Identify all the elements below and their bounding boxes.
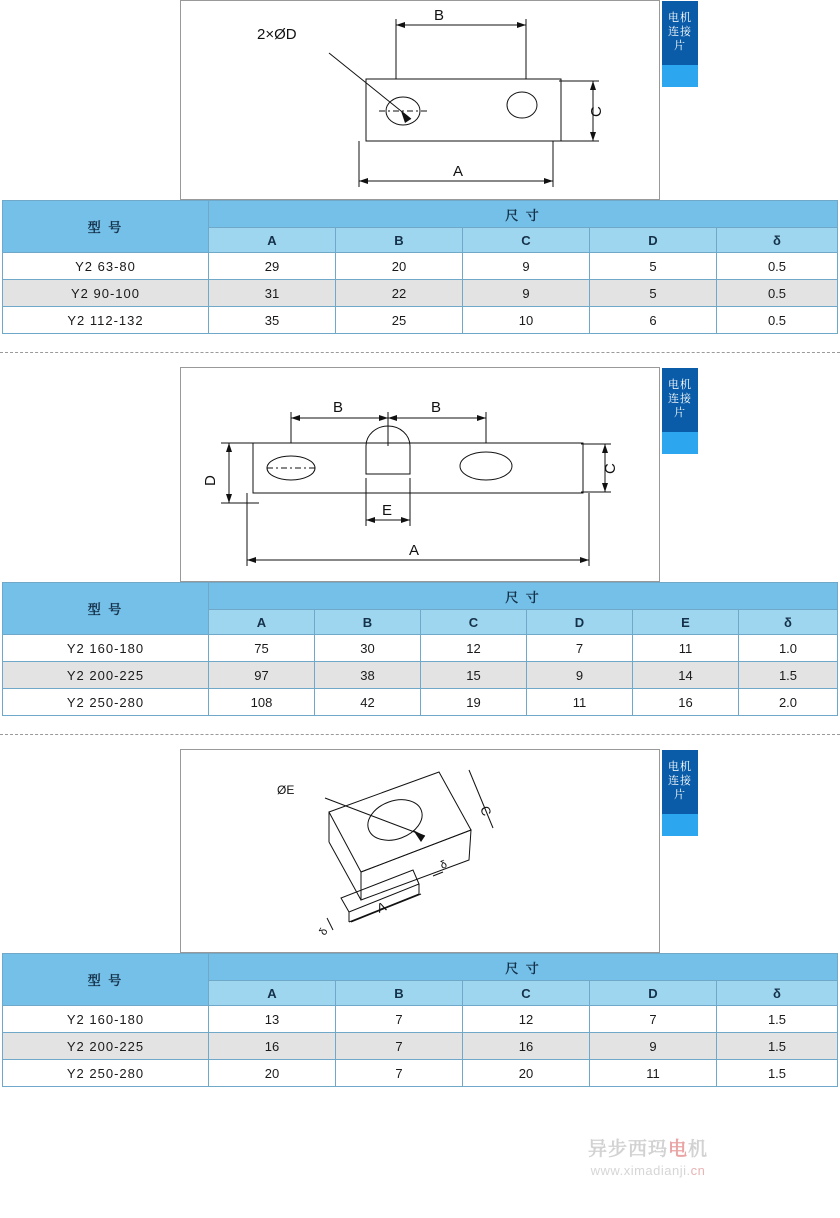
side-tab-label-1: 电机连接片 [662,1,698,65]
table-row [3,1060,838,1087]
col-a: A [209,228,336,253]
cell-b: 42 [315,689,421,716]
cell-c: 9 [463,253,590,280]
label-a: A [409,542,420,559]
col-c: C [421,610,527,635]
cell-c: 16 [463,1033,590,1060]
cell-a: 108 [209,689,315,716]
cell-b: 7 [336,1006,463,1033]
connector-plate-diagram-2 [181,368,659,581]
dimension-header: 尺 寸 [209,201,838,228]
cell-model: Y2 250-280 [3,689,209,716]
cell-a: 35 [209,307,336,334]
label-hole-note: ØE [277,783,295,797]
model-header: 型 号 [3,583,209,635]
cell-model: Y2 112-132 [3,307,209,334]
cell-a: 20 [209,1060,336,1087]
table-row [3,662,838,689]
section-1 [0,0,840,338]
cell-d: 5 [590,280,717,307]
cell-a: 97 [209,662,315,689]
label-a: A [453,163,464,180]
cell-model: Y2 160-180 [3,635,209,662]
side-tab-1 [662,1,698,87]
cell-a: 13 [209,1006,336,1033]
cell-model: Y2 250-280 [3,1060,209,1087]
cell-d: 9 [527,662,633,689]
label-c: C [602,463,619,474]
cell-a: 31 [209,280,336,307]
cell-c: 9 [463,280,590,307]
col-b: B [336,981,463,1006]
cell-model: Y2 90-100 [3,280,209,307]
cell-model: Y2 63-80 [3,253,209,280]
cell-model: Y2 200-225 [3,1033,209,1060]
side-tab-2 [662,368,698,454]
label-delta-1: δ [438,858,449,872]
col-c: C [463,228,590,253]
model-header: 型 号 [3,201,209,253]
connector-plate-diagram-1 [181,1,659,199]
cell-d: 11 [590,1060,717,1087]
cell-delta: 0.5 [717,307,838,334]
table-row [3,1033,838,1060]
cell-d: 7 [527,635,633,662]
cell-c: 10 [463,307,590,334]
section-2 [0,367,840,720]
table-header-row [3,583,838,610]
cell-d: 6 [590,307,717,334]
cell-e: 16 [633,689,739,716]
watermark-url-tld: cn [690,1163,706,1178]
label-delta-2: δ [317,926,331,938]
col-c: C [463,981,590,1006]
label-d: D [202,475,219,486]
label-hole-note: 2×ØD [257,26,297,43]
watermark-brand: 异步西玛 [588,1138,669,1160]
col-delta: δ [717,228,838,253]
section-divider-2 [0,734,840,735]
cell-c: 12 [463,1006,590,1033]
watermark-url: www.ximadianji. [590,1163,691,1178]
cell-d: 11 [527,689,633,716]
side-tab-3 [662,750,698,836]
col-b: B [336,228,463,253]
col-delta: δ [739,610,838,635]
table-header-row [3,954,838,981]
cell-a: 16 [209,1033,336,1060]
figure-box-3 [180,749,692,953]
cell-delta: 0.5 [717,253,838,280]
col-e: E [633,610,739,635]
cell-b: 7 [336,1033,463,1060]
watermark-line-2 [588,1163,708,1178]
cell-b: 25 [336,307,463,334]
cell-delta: 1.0 [739,635,838,662]
side-tab-label-3: 电机连接片 [662,750,698,814]
col-a: A [209,981,336,1006]
col-delta: δ [717,981,838,1006]
table-row [3,280,838,307]
side-tab-label-2: 电机连接片 [662,368,698,432]
table-row [3,1006,838,1033]
cell-delta: 1.5 [717,1060,838,1087]
figure-block-3 [0,749,840,953]
cell-a: 75 [209,635,315,662]
dimension-header: 尺 寸 [209,954,838,981]
table-row [3,689,838,716]
section-divider-1 [0,352,840,353]
cell-c: 19 [421,689,527,716]
watermark-char-dian: 电 [668,1138,689,1160]
cell-c: 20 [463,1060,590,1087]
col-d: D [590,981,717,1006]
figure-block-1 [0,0,840,200]
label-b2: B [431,399,442,416]
label-a: A [374,898,389,916]
watermark-line-1 [588,1134,708,1161]
cell-delta: 1.5 [739,662,838,689]
cell-d: 7 [590,1006,717,1033]
cell-b: 20 [336,253,463,280]
section-3 [0,749,840,1091]
dimension-header: 尺 寸 [209,583,838,610]
cell-delta: 1.5 [717,1006,838,1033]
figure-box-1 [180,0,692,200]
label-e: E [382,502,393,519]
label-b1: B [333,399,344,416]
cell-c: 15 [421,662,527,689]
cell-b: 38 [315,662,421,689]
spec-table-3 [2,953,838,1087]
side-tab-accent-3 [662,814,698,836]
cell-delta: 1.5 [717,1033,838,1060]
col-a: A [209,610,315,635]
col-b: B [315,610,421,635]
cell-c: 12 [421,635,527,662]
cell-b: 30 [315,635,421,662]
side-tab-accent-2 [662,432,698,454]
table-row [3,253,838,280]
cell-model: Y2 200-225 [3,662,209,689]
cell-d: 5 [590,253,717,280]
cell-e: 11 [633,635,739,662]
spec-table-1 [2,200,838,334]
label-c: C [477,803,495,818]
col-d: D [590,228,717,253]
spec-table-2 [2,582,838,716]
label-b: B [434,7,445,24]
table-row [3,635,838,662]
cell-e: 14 [633,662,739,689]
watermark-char-ji: 机 [688,1138,709,1160]
side-tab-accent-1 [662,65,698,87]
label-c: C [588,106,605,117]
cell-a: 29 [209,253,336,280]
watermark [588,1134,708,1178]
model-header: 型 号 [3,954,209,1006]
cell-delta: 2.0 [739,689,838,716]
cell-delta: 0.5 [717,280,838,307]
cell-b: 7 [336,1060,463,1087]
cell-d: 9 [590,1033,717,1060]
col-d: D [527,610,633,635]
table-row [3,307,838,334]
cell-b: 22 [336,280,463,307]
cell-model: Y2 160-180 [3,1006,209,1033]
table-header-row [3,201,838,228]
figure-box-2 [180,367,692,582]
figure-block-2 [0,367,840,582]
connector-plate-diagram-3 [181,750,659,952]
